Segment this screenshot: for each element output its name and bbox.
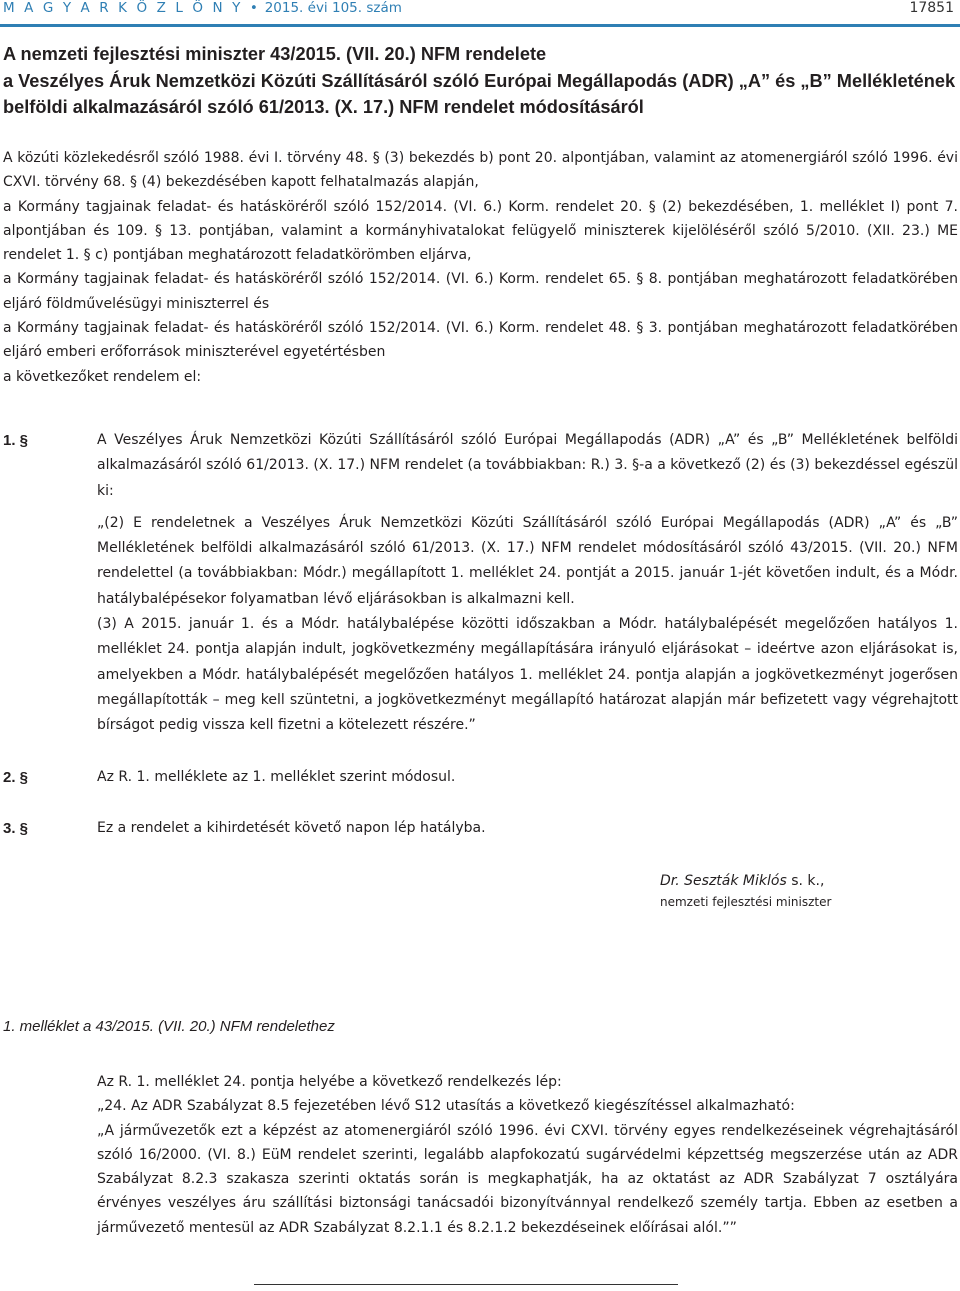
annex-paragraph-3: „A járművezetők ezt a képzést az atomenergiáról szóló 1996. évi CXVI. törvény egyes rendelkezéseinek végrehajtásáról szóló 16/2000. (VI. 8.) EüM rendelet szerinti, legalább alapfokozatú sugárvédelmi képzettség megszerzése után az ADR Szabályzat 8.2.3 szakasza szerinti oktatás során is megkaphatják, ha az oktatást az ADR Szabályzat 7 osztályára érvényes veszélyes áru szállítási biztonsági tanácsadói bizonyítvánnyal rendelkező személy tartja. Ebben az esetben a járművezető mentesül az ADR Szabályzat 8.2.1.1 és 8.2.1.2 bekezdéseinek előírásai alól.””: [97, 1122, 958, 1236]
section-number: 3. §: [3, 820, 29, 837]
document-title: [3, 41, 958, 121]
section-number: 1. §: [3, 432, 29, 449]
section-text: Ez a rendelet a kihirdetését követő napon lép hatályba.: [97, 820, 486, 836]
end-divider: [254, 1284, 678, 1285]
section-text: Az R. 1. melléklete az 1. melléklet szerint módosul.: [97, 769, 456, 785]
page-number: 17851: [909, 0, 954, 16]
title-line-2: a Veszélyes Áruk Nemzetközi Közúti Szállításáról szóló Európai Megállapodás (ADR) „A” és „B” Mellékletének: [3, 70, 956, 91]
issue-number: 2015. évi 105. szám: [264, 0, 402, 16]
section-body: [97, 428, 958, 739]
preamble-paragraph-1: A közúti közlekedésről szóló 1988. évi I. törvény 48. § (3) bekezdés b) pont 20. alpontjában, valamint az atomenergiáról szóló 1996. évi CXVI. törvény 68. § (4) bekezdésében kapott felhatalmazás alapján,: [3, 150, 958, 191]
header-bullet: •: [249, 0, 258, 16]
preamble-paragraph-2: a Kormány tagjainak feladat- és hatásköréről szóló 152/2014. (VI. 6.) Korm. rendelet 20. § (2) bekezdésében, 1. melléklet I) pont 7. alpontjában és 109. § 13. pontjában, valamint a kormányhivatalokat felügyelő miniszterek kijelöléséről szóló 5/2010. (XII. 23.) ME rendelet 1. § c) pontjában meghatározott feladatkörömben eljárva,: [3, 198, 958, 264]
section-number: 2. §: [3, 769, 29, 786]
signatory-suffix: s. k.,: [786, 873, 825, 889]
preamble-paragraph-4: a Kormány tagjainak feladat- és hatásköréről szóló 152/2014. (VI. 6.) Korm. rendelet 48. § 3. pontjában meghatározott feladatkörében eljáró emberi erőforrások miniszterével egyetértésben: [3, 320, 958, 361]
signatory-name: Dr. Seszták Miklós: [660, 873, 787, 889]
annex-title: 1. melléklet a 43/2015. (VII. 20.) NFM rendelethez: [3, 1018, 335, 1035]
quoted-paragraph-3: (3) A 2015. január 1. és a Módr. hatálybalépése közötti időszakban a Módr. hatálybalépését megelőzően hatályos 1. melléklet 24. pontja alapján indult, jogkövetkezmény megállapítására irányuló eljárásokat – ideértve azon eljárásokat is, amelyekben a Módr. hatálybalépését megelőzően hatályos 1. melléklet 24. pontja alapján a jogkövetkezményt jogerősen megállapították – meg kell szüntetni, a jogkövetkezményt megállapító határozat alapján már befizetett vagy végrehajtott bírságot pedig vissza kell fizetni a kötelezett részére.”: [97, 616, 958, 734]
signatory-role: nemzeti fejlesztési miniszter: [660, 895, 832, 909]
publication-name: M A G Y A R K Ö Z L Ö N Y: [3, 0, 243, 16]
title-line-3: belföldi alkalmazásáról szóló 61/2013. (X. 17.) NFM rendelet módosításáról: [3, 97, 644, 117]
preamble-paragraph-3: a Kormány tagjainak feladat- és hatásköréről szóló 152/2014. (VI. 6.) Korm. rendelet 65. § 8. pontjában meghatározott feladatkörében eljáró földművelésügyi miniszterrel és: [3, 271, 958, 312]
title-line-1: A nemzeti fejlesztési miniszter 43/2015. (VII. 20.) NFM rendelete: [3, 44, 547, 64]
page-header: [0, 0, 960, 27]
annex-body: [97, 1070, 958, 1240]
preamble-paragraph-5: a következőket rendelem el:: [3, 368, 202, 385]
annex-paragraph-2: „24. Az ADR Szabályzat 8.5 fejezetében lévő S12 utasítás a következő kiegészítéssel alkalmazható:: [97, 1098, 795, 1115]
section-text: A Veszélyes Áruk Nemzetközi Közúti Szállításáról szóló Európai Megállapodás (ADR) „A” és „B” Mellékletének belföldi alkalmazásáról szóló 61/2013. (X. 17.) NFM rendelet (a továbbiakban: R.) 3. §-a a következő (2) és (3) bekezdéssel egészül ki:: [97, 432, 958, 499]
quoted-paragraph-2: „(2) E rendeletnek a Veszélyes Áruk Nemzetközi Közúti Szállításáról szóló Európai Megállapodás (ADR) „A” és „B” Mellékletének belföldi alkalmazásáról szóló 61/2013. (X. 17.) NFM rendelet módosításáról szóló 43/2015. (VII. 20.) NFM rendelettel (a továbbiakban: Módr.) megállapított 1. melléklet 24. pontját a 2015. január 1-jét követően indult, és a Módr. hatálybalépésekor folyamatban lévő eljárásokban is alkalmazni kell.: [97, 514, 958, 607]
signature-block: [660, 870, 831, 912]
publication-header: [3, 0, 402, 16]
preamble: [3, 146, 958, 389]
annex-paragraph-1: Az R. 1. melléklet 24. pontja helyébe a következő rendelkezés lép:: [97, 1074, 562, 1090]
header-divider: [0, 24, 960, 27]
